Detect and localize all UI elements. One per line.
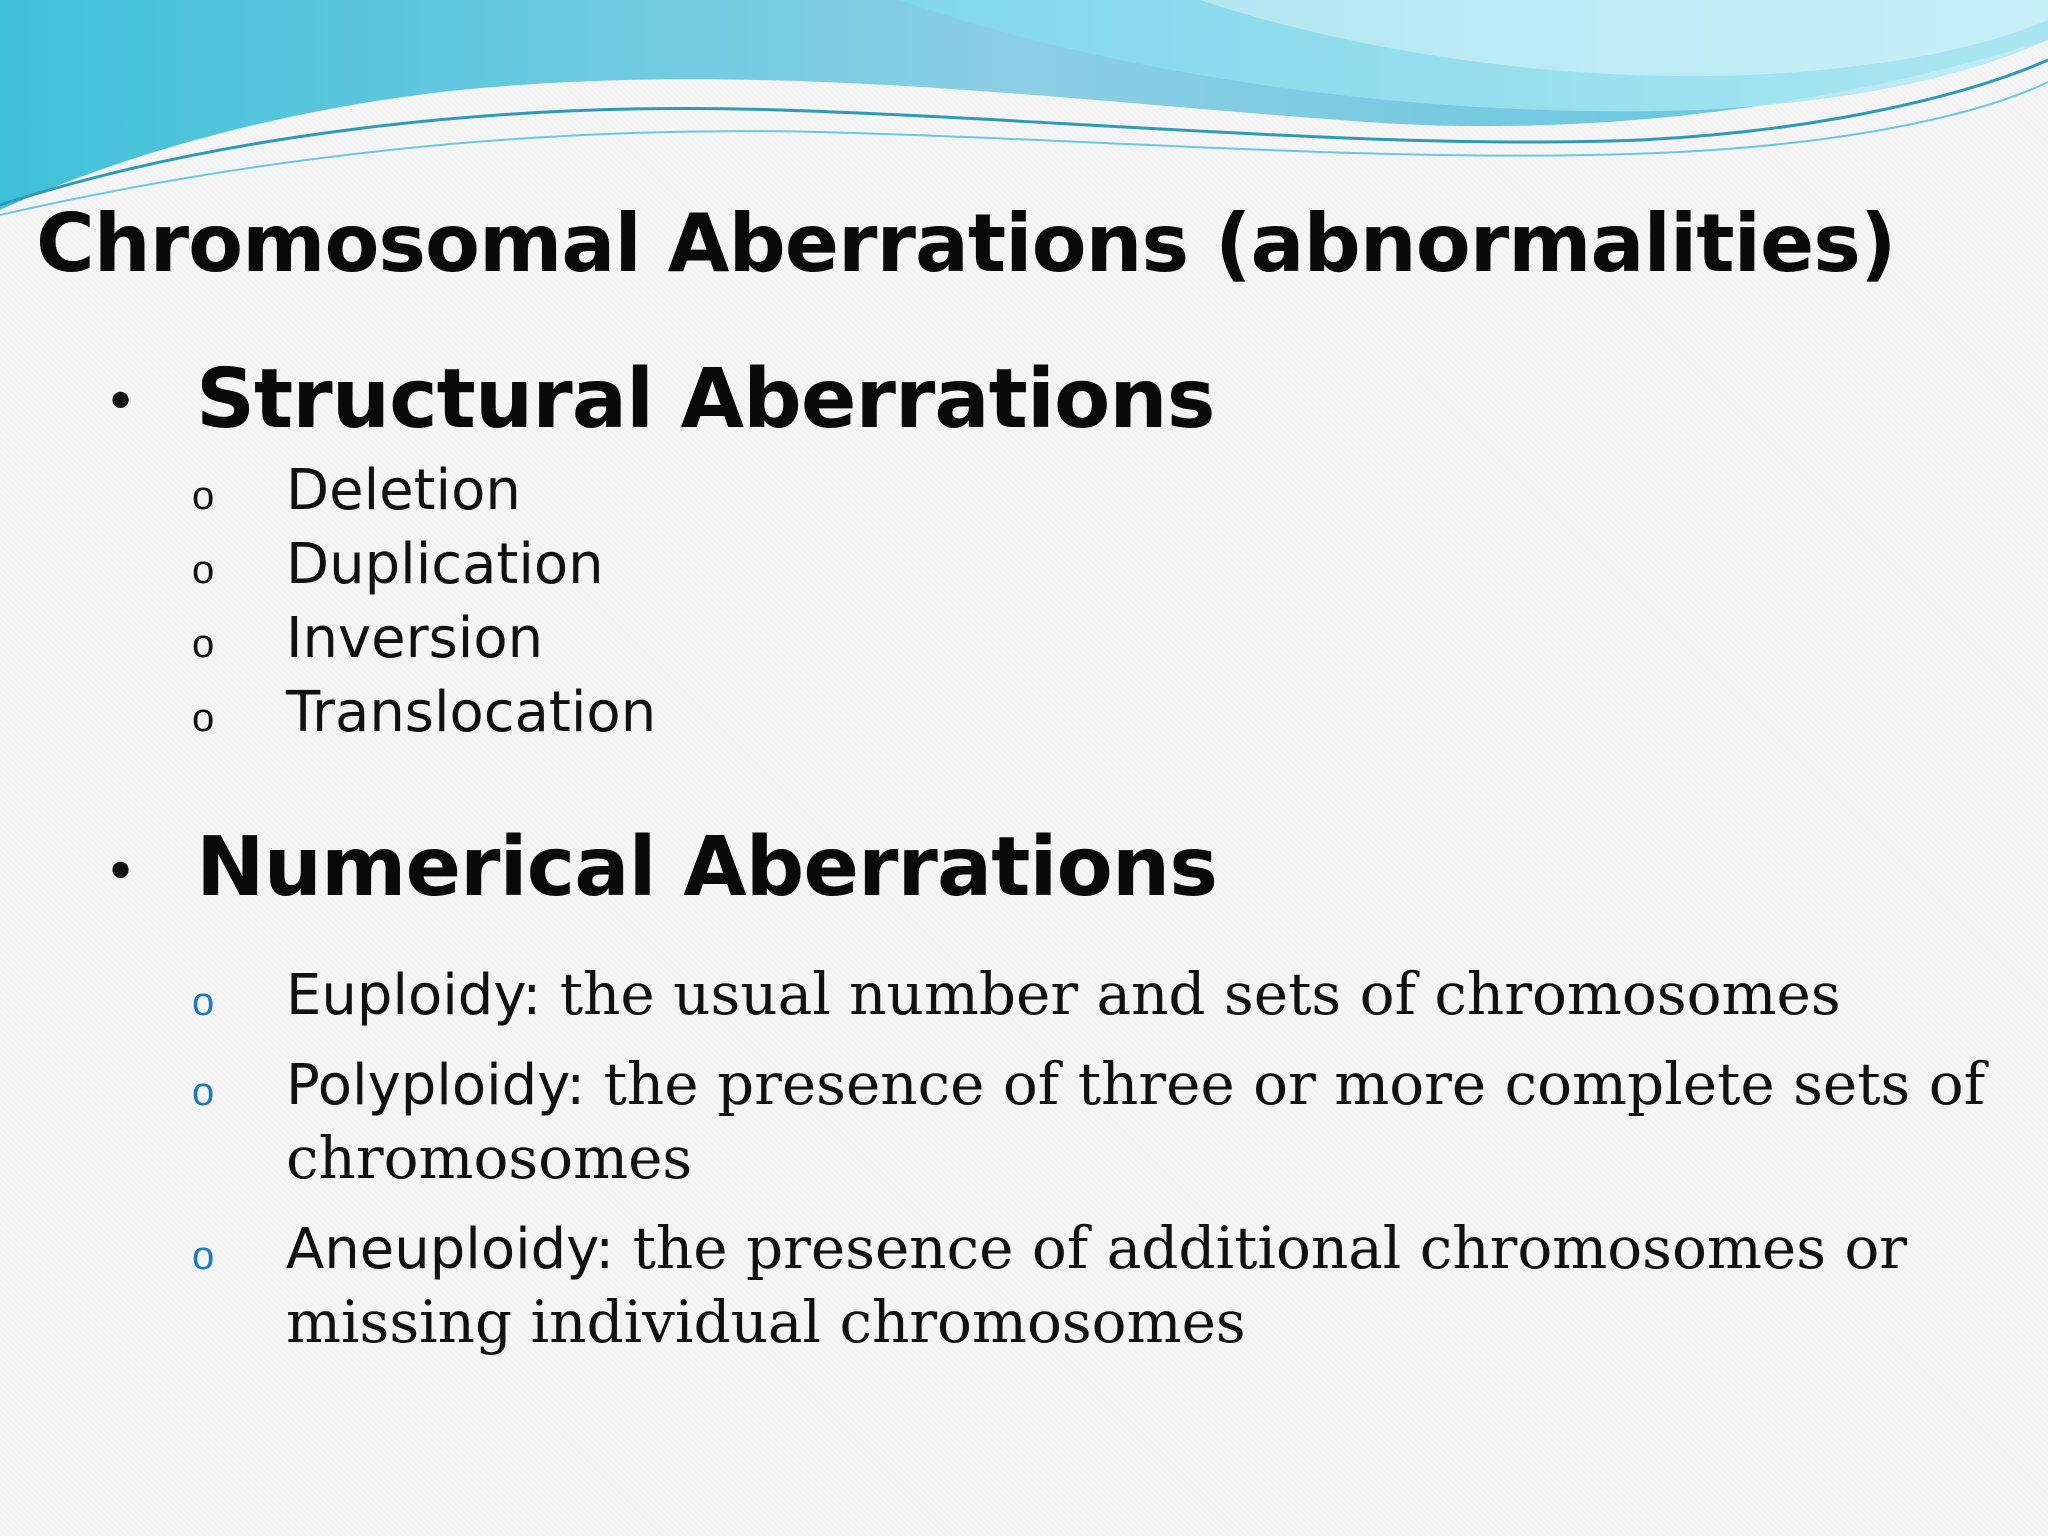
structural-item-inversion: Inversion [286, 606, 544, 671]
circle-bullet-icon: o [192, 980, 215, 1024]
structural-item-translocation: Translocation [286, 680, 657, 745]
structural-item-duplication: Duplication [286, 532, 604, 597]
euploidy-definition: the usual number and sets of chromosomes [541, 960, 1841, 1028]
circle-bullet-icon: o [192, 622, 215, 666]
structural-bullet: • [104, 370, 138, 435]
numerical-heading: Numerical Aberrations [196, 820, 1218, 915]
circle-bullet-icon: o [192, 1070, 215, 1114]
polyploidy-term: Polyploidy: [286, 1053, 586, 1118]
polyploidy-definition: the presence of three or more complete sets of chromosomes [286, 1050, 1986, 1192]
structural-heading: Structural Aberrations [196, 352, 1215, 447]
numerical-item-aneuploidy [286, 1212, 2006, 1358]
circle-bullet-icon: o [192, 696, 215, 740]
slide-title: Chromosomal Aberrations (abnormalities) [36, 197, 1896, 290]
euploidy-term: Euploidy: [286, 963, 542, 1028]
aneuploidy-definition: the presence of additional chromosomes or missing individual chromosomes [286, 1214, 1908, 1356]
numerical-item-euploidy [286, 958, 2006, 1032]
numerical-bullet: • [104, 840, 138, 905]
circle-bullet-icon: o [192, 1234, 215, 1278]
numerical-item-polyploidy [286, 1048, 2006, 1194]
aneuploidy-term: Aneuploidy: [286, 1217, 615, 1282]
circle-bullet-icon: o [192, 548, 215, 592]
structural-item-deletion: Deletion [286, 458, 521, 523]
circle-bullet-icon: o [192, 474, 215, 518]
